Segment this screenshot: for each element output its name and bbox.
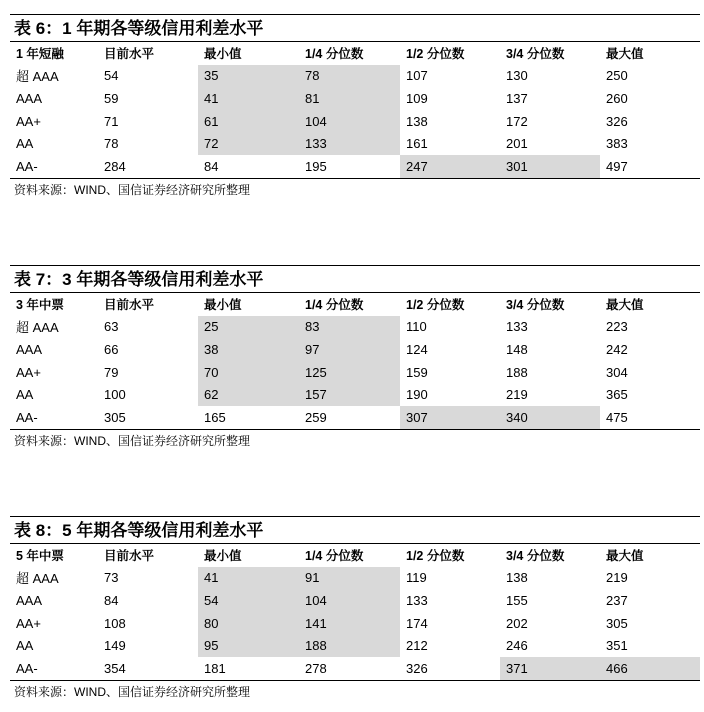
value-cell: 63 (104, 319, 119, 335)
value-cell: 157 (299, 383, 400, 406)
header-cell: 1/4 分位数 (305, 549, 364, 564)
rating-cell: AA (16, 387, 34, 403)
value-cell: 59 (104, 90, 119, 106)
header-cell: 目前水平 (104, 549, 155, 564)
value-cell: 148 (506, 341, 528, 357)
table-row (10, 383, 700, 406)
table-section-6 (10, 14, 700, 201)
rating-cell: AA+ (16, 113, 41, 129)
table-row (10, 361, 700, 384)
rating-cell: AA- (10, 406, 98, 429)
header-cell: 1/4 分位数 (305, 47, 364, 62)
spread-table (10, 293, 700, 430)
header-row (10, 293, 700, 316)
value-cell: 161 (406, 136, 428, 152)
value-cell: 91 (299, 567, 400, 590)
value-cell: 304 (606, 364, 628, 380)
table-row (10, 567, 700, 590)
value-cell: 61 (198, 110, 299, 133)
value-cell: 340 (500, 406, 600, 429)
value-cell: 155 (506, 592, 528, 608)
spread-table (10, 544, 700, 681)
rating-cell: AA- (10, 155, 98, 178)
value-cell: 354 (98, 657, 198, 680)
table-row (10, 657, 700, 680)
value-cell: 497 (600, 155, 700, 178)
value-cell: 66 (104, 341, 119, 357)
value-cell: 83 (299, 316, 400, 339)
header-cell: 1/2 分位数 (406, 549, 465, 564)
header-cell: 1/2 分位数 (406, 47, 465, 62)
rating-cell: AA+ (16, 615, 41, 631)
value-cell: 137 (506, 90, 528, 106)
header-cell: 最小值 (204, 298, 242, 313)
value-cell: 165 (198, 406, 299, 429)
source-note: 资料来源：WIND、国信证券经济研究所整理 (14, 684, 250, 699)
rating-cell: AAA (16, 592, 43, 608)
value-cell: 84 (104, 592, 119, 608)
value-cell: 41 (198, 567, 299, 590)
value-cell: 305 (606, 615, 628, 631)
value-cell: 212 (406, 638, 428, 654)
value-cell: 219 (506, 387, 528, 403)
header-cell: 5 年中票 (16, 549, 64, 564)
value-cell: 172 (506, 113, 528, 129)
value-cell: 219 (606, 570, 628, 586)
value-cell: 326 (400, 657, 500, 680)
value-cell: 475 (600, 406, 700, 429)
value-cell: 188 (299, 634, 400, 657)
value-cell: 108 (104, 615, 126, 631)
value-cell: 41 (198, 87, 299, 110)
value-cell: 62 (198, 383, 299, 406)
value-cell: 79 (104, 364, 119, 380)
rating-cell: 超 AAA (16, 320, 59, 336)
value-cell: 124 (406, 341, 428, 357)
value-cell: 307 (400, 406, 500, 429)
table-row (10, 406, 700, 429)
table-row (10, 338, 700, 361)
value-cell: 80 (198, 612, 299, 635)
value-cell: 130 (506, 68, 528, 84)
value-cell: 119 (406, 570, 427, 586)
rating-cell: AA- (10, 657, 98, 680)
value-cell: 95 (198, 634, 299, 657)
value-cell: 104 (299, 589, 400, 612)
table-row (10, 316, 700, 339)
value-cell: 202 (506, 615, 528, 631)
value-cell: 38 (198, 338, 299, 361)
table-row (10, 589, 700, 612)
value-cell: 78 (104, 136, 119, 152)
value-cell: 242 (606, 341, 628, 357)
value-cell: 107 (406, 68, 428, 84)
value-cell: 246 (506, 638, 528, 654)
value-cell: 284 (98, 155, 198, 178)
header-cell: 1/4 分位数 (305, 298, 364, 313)
value-cell: 110 (406, 319, 427, 335)
value-cell: 223 (606, 319, 628, 335)
value-cell: 54 (104, 68, 119, 84)
value-cell: 278 (299, 657, 400, 680)
header-cell: 目前水平 (104, 298, 155, 313)
value-cell: 159 (406, 364, 428, 380)
header-cell: 最小值 (204, 47, 242, 62)
rating-cell: AA (16, 638, 34, 654)
table-row (10, 612, 700, 635)
value-cell: 466 (600, 657, 700, 680)
rating-cell: AA (16, 136, 34, 152)
value-cell: 73 (104, 570, 119, 586)
header-cell: 最大值 (606, 47, 644, 62)
value-cell: 181 (198, 657, 299, 680)
value-cell: 133 (299, 132, 400, 155)
value-cell: 97 (299, 338, 400, 361)
value-cell: 351 (606, 638, 628, 654)
value-cell: 71 (104, 113, 119, 129)
table-row (10, 155, 700, 178)
header-cell: 1/2 分位数 (406, 298, 465, 313)
value-cell: 54 (198, 589, 299, 612)
header-cell: 最大值 (606, 298, 644, 313)
rating-cell: AAA (16, 90, 43, 106)
header-cell: 最小值 (204, 549, 242, 564)
value-cell: 195 (299, 155, 400, 178)
value-cell: 247 (400, 155, 500, 178)
spread-table (10, 42, 700, 179)
value-cell: 78 (299, 65, 400, 88)
value-cell: 188 (506, 364, 528, 380)
value-cell: 25 (198, 316, 299, 339)
value-cell: 141 (299, 612, 400, 635)
header-cell: 3/4 分位数 (506, 549, 565, 564)
value-cell: 35 (198, 65, 299, 88)
table-row (10, 87, 700, 110)
rating-cell: AA+ (16, 364, 41, 380)
header-cell: 目前水平 (104, 47, 155, 62)
header-cell: 最大值 (606, 549, 644, 564)
header-cell: 3 年中票 (16, 298, 64, 313)
rating-cell: AAA (16, 341, 43, 357)
value-cell: 201 (506, 136, 528, 152)
rating-cell: 超 AAA (16, 571, 59, 587)
value-cell: 72 (198, 132, 299, 155)
value-cell: 260 (606, 90, 628, 106)
header-row (10, 42, 700, 65)
value-cell: 125 (299, 361, 400, 384)
value-cell: 190 (406, 387, 428, 403)
value-cell: 138 (506, 570, 528, 586)
table-row (10, 634, 700, 657)
value-cell: 133 (406, 592, 428, 608)
value-cell: 371 (500, 657, 600, 680)
value-cell: 326 (606, 113, 628, 129)
value-cell: 138 (406, 113, 428, 129)
header-cell: 3/4 分位数 (506, 298, 565, 313)
value-cell: 70 (198, 361, 299, 384)
header-cell: 3/4 分位数 (506, 47, 565, 62)
source-note: 资料来源：WIND、国信证券经济研究所整理 (14, 433, 250, 448)
table-title: 表 6：1 年期各等级信用利差水平 (10, 14, 700, 42)
value-cell: 259 (299, 406, 400, 429)
table-section-8 (10, 516, 700, 703)
value-cell: 365 (606, 387, 628, 403)
table-title: 表 7：3 年期各等级信用利差水平 (10, 265, 700, 293)
value-cell: 100 (104, 387, 126, 403)
value-cell: 133 (506, 319, 528, 335)
value-cell: 383 (606, 136, 628, 152)
value-cell: 174 (406, 615, 428, 631)
value-cell: 104 (299, 110, 400, 133)
value-cell: 301 (500, 155, 600, 178)
rating-cell: 超 AAA (16, 69, 59, 85)
value-cell: 149 (104, 638, 126, 654)
header-row (10, 544, 700, 567)
header-cell: 1 年短融 (16, 47, 64, 62)
value-cell: 81 (299, 87, 400, 110)
value-cell: 84 (198, 155, 299, 178)
table-section-7 (10, 265, 700, 452)
table-row (10, 65, 700, 88)
source-note: 资料来源：WIND、国信证券经济研究所整理 (14, 182, 250, 197)
table-row (10, 110, 700, 133)
value-cell: 109 (406, 90, 428, 106)
value-cell: 250 (606, 68, 628, 84)
table-title: 表 8：5 年期各等级信用利差水平 (10, 516, 700, 544)
table-row (10, 132, 700, 155)
value-cell: 237 (606, 592, 628, 608)
value-cell: 305 (98, 406, 198, 429)
